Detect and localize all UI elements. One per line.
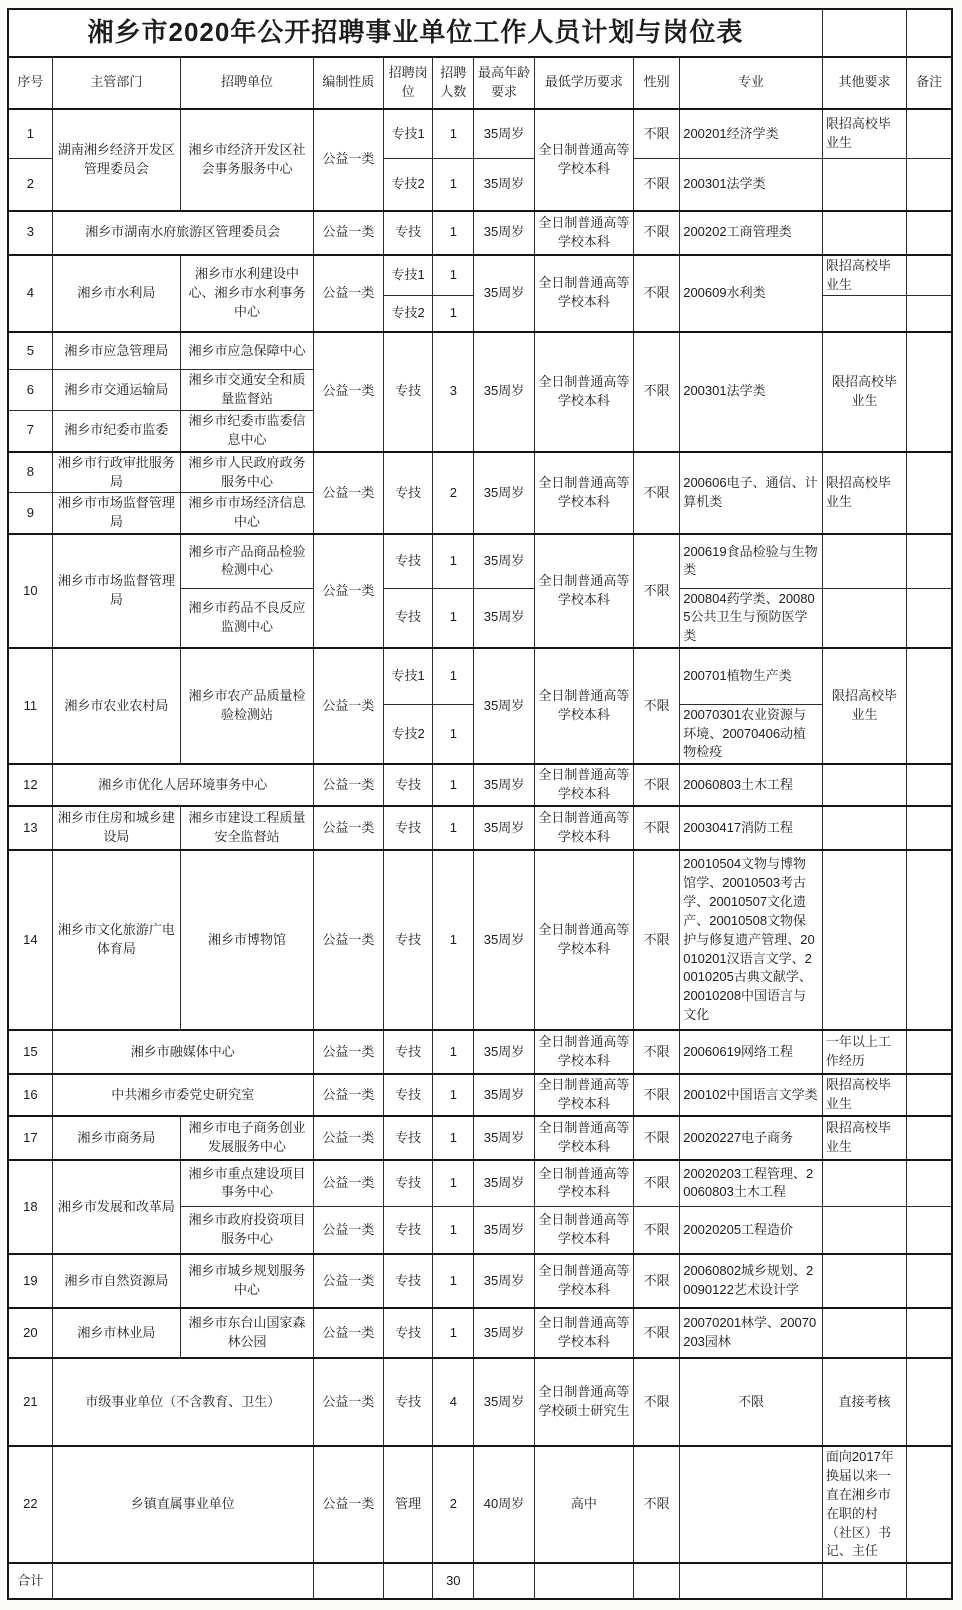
table-row xyxy=(8,1074,952,1116)
cell-r19-dept: 湘乡市自然资源局 xyxy=(52,1254,181,1308)
cell-b5-count: 2 xyxy=(433,452,474,534)
cell-total-post xyxy=(384,1563,433,1599)
cell-r3-edu: 全日制普通高等学校本科 xyxy=(534,211,633,255)
cell-r4s2-other xyxy=(822,296,906,332)
cell-r21-edu: 全日制普通高等学校硕士研究生 xyxy=(534,1358,633,1446)
cell-r11-age: 35周岁 xyxy=(474,648,534,764)
cell-r10s2-other xyxy=(822,588,906,648)
table-row xyxy=(8,452,952,493)
cell-r6-unit: 湘乡市交通安全和质量监督站 xyxy=(181,370,314,411)
cell-r4-unit: 湘乡市水利建设中心、湘乡市水利事务中心 xyxy=(181,255,314,332)
cell-r18s2-major: 20020205工程造价 xyxy=(680,1206,823,1254)
title-spacer-other xyxy=(822,9,906,57)
cell-r21-count: 4 xyxy=(433,1358,474,1446)
cell-r3-org: 湘乡市湖南水府旅游区管理委员会 xyxy=(52,211,313,255)
cell-total-edu xyxy=(534,1563,633,1599)
cell-r10-dept: 湘乡市市场监督管理局 xyxy=(52,534,181,648)
cell-r10s2-major: 200804药学类、200805公共卫生与预防医学类 xyxy=(680,588,823,648)
table-row xyxy=(8,332,952,370)
cell-r2-age: 35周岁 xyxy=(474,159,534,211)
cell-r18s2-note xyxy=(907,1206,952,1254)
cell-r1-note xyxy=(907,109,952,159)
cell-r19-seq: 19 xyxy=(8,1254,52,1308)
cell-r5-unit: 湘乡市应急保障中心 xyxy=(181,332,314,370)
cell-r14-note xyxy=(907,850,952,1030)
cell-r9-dept: 湘乡市市场监督管理局 xyxy=(52,493,181,534)
cell-r1-seq: 1 xyxy=(8,109,52,159)
cell-r4s2-post: 专技2 xyxy=(384,296,433,332)
table-row xyxy=(8,1446,952,1563)
cell-b5-gender: 不限 xyxy=(634,452,680,534)
cell-b4-count: 3 xyxy=(433,332,474,452)
cell-r16-post: 专技 xyxy=(384,1074,433,1116)
cell-b1-nature: 公益一类 xyxy=(313,109,383,211)
cell-r14-post: 专技 xyxy=(384,850,433,1030)
col-header-post: 招聘岗位 xyxy=(384,57,433,109)
cell-r12-post: 专技 xyxy=(384,764,433,806)
cell-r18s1-count: 1 xyxy=(433,1160,474,1206)
cell-r18s1-post: 专技 xyxy=(384,1160,433,1206)
cell-r21-gender: 不限 xyxy=(634,1358,680,1446)
cell-r12-nature: 公益一类 xyxy=(313,764,383,806)
col-header-count: 招聘人数 xyxy=(433,57,474,109)
cell-r21-post: 专技 xyxy=(384,1358,433,1446)
cell-r10s1-post: 专技 xyxy=(384,534,433,588)
cell-r20-note xyxy=(907,1308,952,1358)
cell-b5-nature: 公益一类 xyxy=(313,452,383,534)
cell-b1-edu: 全日制普通高等学校本科 xyxy=(534,109,633,211)
cell-r4-gender: 不限 xyxy=(634,255,680,332)
cell-r21-major: 不限 xyxy=(680,1358,823,1446)
cell-r18s2-nature: 公益一类 xyxy=(313,1206,383,1254)
cell-r21-note xyxy=(907,1358,952,1446)
cell-r18s1-edu: 全日制普通高等学校本科 xyxy=(534,1160,633,1206)
cell-r14-nature: 公益一类 xyxy=(313,850,383,1030)
cell-b4-major: 200301法学类 xyxy=(680,332,823,452)
cell-b1-unit: 湘乡市经济开发区社会事务服务中心 xyxy=(181,109,314,211)
cell-r1-gender: 不限 xyxy=(634,109,680,159)
cell-r10s1-count: 1 xyxy=(433,534,474,588)
cell-r10s2-post: 专技 xyxy=(384,588,433,648)
cell-r3-note xyxy=(907,211,952,255)
cell-r10s2-unit: 湘乡市药品不良反应监测中心 xyxy=(181,588,314,648)
cell-r17-count: 1 xyxy=(433,1116,474,1160)
col-header-gender: 性别 xyxy=(634,57,680,109)
cell-r21-org: 市级事业单位（不含教育、卫生） xyxy=(52,1358,313,1446)
cell-r15-age: 35周岁 xyxy=(474,1030,534,1074)
cell-r16-nature: 公益一类 xyxy=(313,1074,383,1116)
cell-r13-unit: 湘乡市建设工程质量安全监督站 xyxy=(181,806,314,850)
cell-b4-note xyxy=(907,332,952,452)
cell-r3-nature: 公益一类 xyxy=(313,211,383,255)
col-header-edu: 最低学历要求 xyxy=(534,57,633,109)
cell-r11-gender: 不限 xyxy=(634,648,680,764)
cell-r2-count: 1 xyxy=(433,159,474,211)
cell-r13-gender: 不限 xyxy=(634,806,680,850)
cell-r16-edu: 全日制普通高等学校本科 xyxy=(534,1074,633,1116)
cell-r17-nature: 公益一类 xyxy=(313,1116,383,1160)
cell-r20-post: 专技 xyxy=(384,1308,433,1358)
cell-r22-other: 面向2017年换届以来一直在湘乡市在职的村（社区）书记、主任 xyxy=(822,1446,906,1563)
cell-r13-age: 35周岁 xyxy=(474,806,534,850)
cell-r18s1-nature: 公益一类 xyxy=(313,1160,383,1206)
cell-r20-count: 1 xyxy=(433,1308,474,1358)
table-row xyxy=(8,764,952,806)
cell-r16-gender: 不限 xyxy=(634,1074,680,1116)
cell-r2-note xyxy=(907,159,952,211)
cell-r4s1-post: 专技1 xyxy=(384,255,433,296)
cell-r8-dept: 湘乡市行政审批服务局 xyxy=(52,452,181,493)
cell-r13-nature: 公益一类 xyxy=(313,806,383,850)
cell-r13-edu: 全日制普通高等学校本科 xyxy=(534,806,633,850)
col-header-unit: 招聘单位 xyxy=(181,57,314,109)
cell-r19-unit: 湘乡市城乡规划服务中心 xyxy=(181,1254,314,1308)
cell-r19-major: 20060802城乡规划、20090122艺术设计学 xyxy=(680,1254,823,1308)
cell-r22-note xyxy=(907,1446,952,1563)
cell-total-age xyxy=(474,1563,534,1599)
cell-r3-count: 1 xyxy=(433,211,474,255)
col-header-dept: 主管部门 xyxy=(52,57,181,109)
cell-r21-nature: 公益一类 xyxy=(313,1358,383,1446)
cell-r18s2-count: 1 xyxy=(433,1206,474,1254)
cell-r1-major: 200201经济学类 xyxy=(680,109,823,159)
cell-r16-count: 1 xyxy=(433,1074,474,1116)
cell-total-count: 30 xyxy=(433,1563,474,1599)
cell-r4-nature: 公益一类 xyxy=(313,255,383,332)
cell-b4-edu: 全日制普通高等学校本科 xyxy=(534,332,633,452)
cell-r4-edu: 全日制普通高等学校本科 xyxy=(534,255,633,332)
cell-r4s2-note xyxy=(907,296,952,332)
cell-b4-gender: 不限 xyxy=(634,332,680,452)
cell-r10-nature: 公益一类 xyxy=(313,534,383,648)
table-row xyxy=(8,1030,952,1074)
cell-r21-other: 直接考核 xyxy=(822,1358,906,1446)
cell-r17-age: 35周岁 xyxy=(474,1116,534,1160)
cell-b5-major: 200606电子、通信、计算机类 xyxy=(680,452,823,534)
cell-r22-nature: 公益一类 xyxy=(313,1446,383,1563)
cell-r10-edu: 全日制普通高等学校本科 xyxy=(534,534,633,648)
cell-r1-other: 限招高校毕业生 xyxy=(822,109,906,159)
cell-total-gender xyxy=(634,1563,680,1599)
cell-r11s2-count: 1 xyxy=(433,704,474,764)
cell-r10s1-major: 200619食品检验与生物类 xyxy=(680,534,823,588)
cell-r18s1-note xyxy=(907,1160,952,1206)
cell-r10s1-other xyxy=(822,534,906,588)
cell-r16-seq: 16 xyxy=(8,1074,52,1116)
cell-r22-gender: 不限 xyxy=(634,1446,680,1563)
cell-r11s2-post: 专技2 xyxy=(384,704,433,764)
cell-r19-other xyxy=(822,1254,906,1308)
cell-r15-major: 20060619网络工程 xyxy=(680,1030,823,1074)
cell-r14-other xyxy=(822,850,906,1030)
col-header-major: 专业 xyxy=(680,57,823,109)
recruitment-table xyxy=(7,8,953,1600)
cell-r13-major: 20030417消防工程 xyxy=(680,806,823,850)
cell-r20-other xyxy=(822,1308,906,1358)
cell-r17-other: 限招高校毕业生 xyxy=(822,1116,906,1160)
title-spacer-note xyxy=(907,9,952,57)
cell-r11s1-post: 专技1 xyxy=(384,648,433,704)
cell-r20-age: 35周岁 xyxy=(474,1308,534,1358)
table-row xyxy=(8,850,952,1030)
cell-r16-note xyxy=(907,1074,952,1116)
cell-r1-post: 专技1 xyxy=(384,109,433,159)
cell-b4-age: 35周岁 xyxy=(474,332,534,452)
cell-r18s1-other xyxy=(822,1160,906,1206)
cell-r17-major: 20020227电子商务 xyxy=(680,1116,823,1160)
col-header-other: 其他要求 xyxy=(822,57,906,109)
cell-b4-other: 限招高校毕业生 xyxy=(822,332,906,452)
col-header-age: 最高年龄要求 xyxy=(474,57,534,109)
cell-r11-dept: 湘乡市农业农村局 xyxy=(52,648,181,764)
table-row xyxy=(8,211,952,255)
cell-r19-nature: 公益一类 xyxy=(313,1254,383,1308)
cell-r14-count: 1 xyxy=(433,850,474,1030)
cell-r12-note xyxy=(907,764,952,806)
table-row xyxy=(8,255,952,296)
cell-r10s2-note xyxy=(907,588,952,648)
cell-r12-other xyxy=(822,764,906,806)
cell-r1-count: 1 xyxy=(433,109,474,159)
cell-r4-seq: 4 xyxy=(8,255,52,332)
cell-r20-unit: 湘乡市东台山国家森林公园 xyxy=(181,1308,314,1358)
col-header-nature: 编制性质 xyxy=(313,57,383,109)
cell-r22-edu: 高中 xyxy=(534,1446,633,1563)
cell-b1-dept: 湖南湘乡经济开发区管理委员会 xyxy=(52,109,181,211)
cell-r11-unit: 湘乡市农产品质量检验检测站 xyxy=(181,648,314,764)
cell-r22-seq: 22 xyxy=(8,1446,52,1563)
cell-r19-gender: 不限 xyxy=(634,1254,680,1308)
cell-r4-major: 200609水利类 xyxy=(680,255,823,332)
cell-r9-unit: 湘乡市市场经济信息中心 xyxy=(181,493,314,534)
cell-r11-note xyxy=(907,648,952,764)
cell-b5-edu: 全日制普通高等学校本科 xyxy=(534,452,633,534)
cell-r10s1-unit: 湘乡市产品商品检验检测中心 xyxy=(181,534,314,588)
cell-r8-unit: 湘乡市人民政府政务服务中心 xyxy=(181,452,314,493)
cell-r2-other xyxy=(822,159,906,211)
cell-b4-nature: 公益一类 xyxy=(313,332,383,452)
cell-b4-post: 专技 xyxy=(384,332,433,452)
cell-r15-gender: 不限 xyxy=(634,1030,680,1074)
cell-r12-edu: 全日制普通高等学校本科 xyxy=(534,764,633,806)
cell-r19-note xyxy=(907,1254,952,1308)
cell-r13-count: 1 xyxy=(433,806,474,850)
cell-r17-post: 专技 xyxy=(384,1116,433,1160)
total-row xyxy=(8,1563,952,1599)
cell-r7-unit: 湘乡市纪委市监委信息中心 xyxy=(181,411,314,452)
cell-r22-count: 2 xyxy=(433,1446,474,1563)
cell-r13-dept: 湘乡市住房和城乡建设局 xyxy=(52,806,181,850)
cell-r4s2-count: 1 xyxy=(433,296,474,332)
page-title: 湘乡市2020年公开招聘事业单位工作人员计划与岗位表 xyxy=(8,9,822,57)
cell-r5-seq: 5 xyxy=(8,332,52,370)
cell-r9-seq: 9 xyxy=(8,493,52,534)
cell-r12-gender: 不限 xyxy=(634,764,680,806)
cell-r18s2-edu: 全日制普通高等学校本科 xyxy=(534,1206,633,1254)
cell-r3-major: 200202工商管理类 xyxy=(680,211,823,255)
title-row xyxy=(8,9,952,57)
cell-r2-seq: 2 xyxy=(8,159,52,211)
cell-r3-gender: 不限 xyxy=(634,211,680,255)
cell-r18s2-age: 35周岁 xyxy=(474,1206,534,1254)
cell-r18s2-unit: 湘乡市政府投资项目服务中心 xyxy=(181,1206,314,1254)
cell-r2-post: 专技2 xyxy=(384,159,433,211)
cell-r1-age: 35周岁 xyxy=(474,109,534,159)
cell-r3-age: 35周岁 xyxy=(474,211,534,255)
cell-r11s1-major: 200701植物生产类 xyxy=(680,648,823,704)
cell-r15-other: 一年以上工作经历 xyxy=(822,1030,906,1074)
cell-r16-age: 35周岁 xyxy=(474,1074,534,1116)
cell-r10s2-count: 1 xyxy=(433,588,474,648)
cell-r14-dept: 湘乡市文化旅游广电体育局 xyxy=(52,850,181,1030)
cell-total-nature xyxy=(313,1563,383,1599)
cell-total-note xyxy=(907,1563,952,1599)
cell-r20-dept: 湘乡市林业局 xyxy=(52,1308,181,1358)
cell-r11-other: 限招高校毕业生 xyxy=(822,648,906,764)
cell-r17-seq: 17 xyxy=(8,1116,52,1160)
cell-r17-unit: 湘乡市电子商务创业发展服务中心 xyxy=(181,1116,314,1160)
table-row xyxy=(8,1116,952,1160)
cell-r19-post: 专技 xyxy=(384,1254,433,1308)
cell-r14-edu: 全日制普通高等学校本科 xyxy=(534,850,633,1030)
cell-r20-gender: 不限 xyxy=(634,1308,680,1358)
cell-r5-dept: 湘乡市应急管理局 xyxy=(52,332,181,370)
cell-r12-org: 湘乡市优化人居环境事务中心 xyxy=(52,764,313,806)
cell-r20-major: 20070201林学、20070203园林 xyxy=(680,1308,823,1358)
cell-r14-seq: 14 xyxy=(8,850,52,1030)
cell-r2-major: 200301法学类 xyxy=(680,159,823,211)
table-row xyxy=(8,1160,952,1206)
cell-r12-major: 20060803土木工程 xyxy=(680,764,823,806)
cell-r22-age: 40周岁 xyxy=(474,1446,534,1563)
cell-r15-count: 1 xyxy=(433,1030,474,1074)
cell-total-label: 合计 xyxy=(8,1563,52,1599)
cell-r11s1-count: 1 xyxy=(433,648,474,704)
cell-r16-org: 中共湘乡市委党史研究室 xyxy=(52,1074,313,1116)
cell-r10-gender: 不限 xyxy=(634,534,680,648)
cell-r17-edu: 全日制普通高等学校本科 xyxy=(534,1116,633,1160)
table-row xyxy=(8,1358,952,1446)
cell-r18s1-major: 20020203工程管理、20060803土木工程 xyxy=(680,1160,823,1206)
table-row xyxy=(8,1308,952,1358)
cell-r18-dept: 湘乡市发展和改革局 xyxy=(52,1160,181,1254)
table-row xyxy=(8,806,952,850)
cell-r11-nature: 公益一类 xyxy=(313,648,383,764)
cell-b5-post: 专技 xyxy=(384,452,433,534)
cell-r20-seq: 20 xyxy=(8,1308,52,1358)
cell-r15-seq: 15 xyxy=(8,1030,52,1074)
cell-r21-seq: 21 xyxy=(8,1358,52,1446)
cell-r4s1-note xyxy=(907,255,952,296)
col-header-note: 备注 xyxy=(907,57,952,109)
cell-r13-seq: 13 xyxy=(8,806,52,850)
cell-r4s1-other: 限招高校毕业生 xyxy=(822,255,906,296)
cell-r4-age: 35周岁 xyxy=(474,255,534,332)
cell-r18s1-gender: 不限 xyxy=(634,1160,680,1206)
cell-r14-age: 35周岁 xyxy=(474,850,534,1030)
table-row xyxy=(8,109,952,159)
cell-b5-note xyxy=(907,452,952,534)
cell-r8-seq: 8 xyxy=(8,452,52,493)
cell-r20-nature: 公益一类 xyxy=(313,1308,383,1358)
cell-total-other xyxy=(822,1563,906,1599)
cell-r6-seq: 6 xyxy=(8,370,52,411)
cell-r7-seq: 7 xyxy=(8,411,52,452)
cell-r11s2-major: 20070301农业资源与环境、20070406动植物检疫 xyxy=(680,704,823,764)
cell-r13-post: 专技 xyxy=(384,806,433,850)
cell-r20-edu: 全日制普通高等学校本科 xyxy=(534,1308,633,1358)
cell-r17-dept: 湘乡市商务局 xyxy=(52,1116,181,1160)
cell-r15-edu: 全日制普通高等学校本科 xyxy=(534,1030,633,1074)
cell-r7-dept: 湘乡市纪委市监委 xyxy=(52,411,181,452)
cell-r14-gender: 不限 xyxy=(634,850,680,1030)
cell-b5-other: 限招高校毕业生 xyxy=(822,452,906,534)
cell-r18s1-unit: 湘乡市重点建设项目事务中心 xyxy=(181,1160,314,1206)
cell-r10-seq: 10 xyxy=(8,534,52,648)
cell-r12-age: 35周岁 xyxy=(474,764,534,806)
cell-total-org xyxy=(52,1563,313,1599)
cell-b5-age: 35周岁 xyxy=(474,452,534,534)
cell-r22-post: 管理 xyxy=(384,1446,433,1563)
cell-r13-other xyxy=(822,806,906,850)
cell-r18s2-other xyxy=(822,1206,906,1254)
cell-r10s1-note xyxy=(907,534,952,588)
cell-r17-gender: 不限 xyxy=(634,1116,680,1160)
cell-r10s1-age: 35周岁 xyxy=(474,534,534,588)
cell-r19-edu: 全日制普通高等学校本科 xyxy=(534,1254,633,1308)
table-row xyxy=(8,534,952,588)
col-header-seq: 序号 xyxy=(8,57,52,109)
header-row xyxy=(8,57,952,109)
cell-r4s1-count: 1 xyxy=(433,255,474,296)
cell-r16-other: 限招高校毕业生 xyxy=(822,1074,906,1116)
cell-r18-seq: 18 xyxy=(8,1160,52,1254)
cell-r18s1-age: 35周岁 xyxy=(474,1160,534,1206)
cell-total-major xyxy=(680,1563,823,1599)
cell-r15-note xyxy=(907,1030,952,1074)
cell-r4-dept: 湘乡市水利局 xyxy=(52,255,181,332)
cell-r18s2-gender: 不限 xyxy=(634,1206,680,1254)
cell-r15-nature: 公益一类 xyxy=(313,1030,383,1074)
cell-r6-dept: 湘乡市交通运输局 xyxy=(52,370,181,411)
cell-r16-major: 200102中国语言文学类 xyxy=(680,1074,823,1116)
cell-r11-seq: 11 xyxy=(8,648,52,764)
cell-r19-age: 35周岁 xyxy=(474,1254,534,1308)
cell-r3-seq: 3 xyxy=(8,211,52,255)
cell-r14-unit: 湘乡市博物馆 xyxy=(181,850,314,1030)
cell-r10s2-age: 35周岁 xyxy=(474,588,534,648)
cell-r3-other xyxy=(822,211,906,255)
table-row xyxy=(8,648,952,704)
cell-r2-gender: 不限 xyxy=(634,159,680,211)
cell-r17-note xyxy=(907,1116,952,1160)
cell-r15-post: 专技 xyxy=(384,1030,433,1074)
cell-r14-major: 20010504文物与博物馆学、20010503考古学、20010507文化遗产、20010508文物保护与修复遗产管理、20010201汉语言文学、20010205古典文献学、20010208中国语言与文化 xyxy=(680,850,823,1030)
cell-r3-post: 专技 xyxy=(384,211,433,255)
cell-r11-edu: 全日制普通高等学校本科 xyxy=(534,648,633,764)
cell-r21-age: 35周岁 xyxy=(474,1358,534,1446)
table-row xyxy=(8,1254,952,1308)
cell-r22-org: 乡镇直属事业单位 xyxy=(52,1446,313,1563)
cell-r13-note xyxy=(907,806,952,850)
cell-r22-major xyxy=(680,1446,823,1563)
cell-r18s2-post: 专技 xyxy=(384,1206,433,1254)
cell-r12-seq: 12 xyxy=(8,764,52,806)
cell-r12-count: 1 xyxy=(433,764,474,806)
cell-r15-org: 湘乡市融媒体中心 xyxy=(52,1030,313,1074)
cell-r19-count: 1 xyxy=(433,1254,474,1308)
